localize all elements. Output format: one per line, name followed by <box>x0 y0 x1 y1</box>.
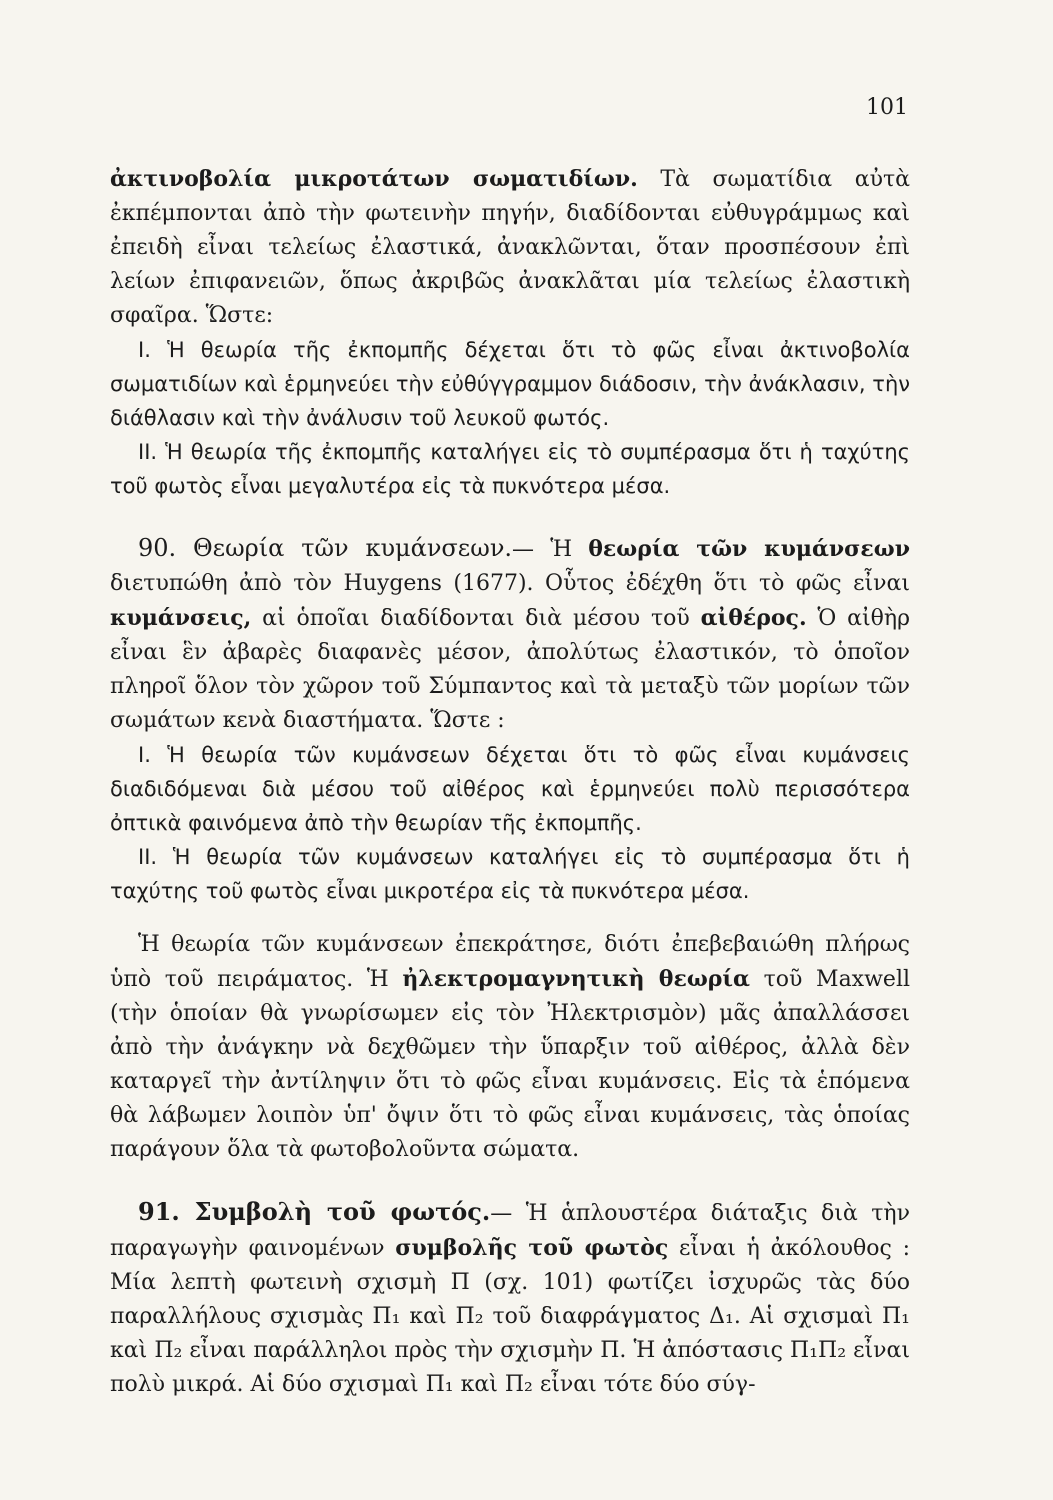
section-91: 91. Συμβολὴ τοῦ φωτός.— Ἡ ἁπλουστέρα διάταξις διὰ τὴν παραγωγὴν φαινομένων συμβολῆς τοῦ φωτὸς εἶναι ἡ ἀκόλουθος : Μία λεπτὴ φωτεινὴ σχισμὴ Π (σχ. 101) φωτίζει ἰσχυρῶς τὰς δύο παραλλήλους σχισμὰς Π₁ καὶ Π₂ τοῦ διαφράγματος Δ₁. Αἱ σχισμαὶ Π₁ καὶ Π₂ εἶναι παράλληλοι πρὸς τὴν σχισμὴν Π. Ἡ ἀπόστασις Π₁Π₂ εἶναι πολὺ μικρά. Αἱ δύο σχισμαὶ Π₁ καὶ Π₂ εἶναι τότε δύο σύγ- <box>110 1197 910 1397</box>
section-90: 90. Θεωρία τῶν κυμάνσεων.— Ἡ θεωρία τῶν κυμάνσεων διετυπώθη ἀπὸ τὸν Huygens (1677). Οὗτος ἐδέχθη ὅτι τὸ φῶς εἶναι κυμάνσεις, αἱ ὁποῖαι διαδίδονται διὰ μέσου τοῦ αἰθέρος. Ὁ αἰθὴρ εἶναι ἓν ἀβαρὲς διαφανὲς μέσον, ἀπολύτως ἐλαστικόν, τὸ ὁποῖον πληροῖ ὅλον τὸν χῶρον τοῦ Σύμπαντος καὶ τὰ μεταξὺ τῶν μορίων τῶν σωμάτων κενὰ διαστήματα. Ὥστε : <box>110 534 910 733</box>
waves-item-2: II. Ἡ θεωρία τῶν κυμάνσεων καταλήγει εἰς τὸ συμπέρασμα ὅτι ἡ ταχύτης τοῦ φωτὸς εἶναι μικροτέρα εἰς τὰ πυκνότερα μέσα. <box>110 845 910 903</box>
bold-term: αἰθέρος. <box>700 605 807 631</box>
emission-item-1: I. Ἡ θεωρία τῆς ἐκπομπῆς δέχεται ὅτι τὸ φῶς εἶναι ἀκτινοβολία σωματιδίων καὶ ἑρμηνεύει τὴν εὐθύγγραμμον διάδοσιν, τὴν ἀνάκλασιν, τὴν διάθλασιν καὶ τὴν ἀνάλυσιν τοῦ λευκοῦ φωτός. <box>110 338 910 430</box>
page-number: 101 <box>866 95 908 120</box>
paragraph-maxwell: Ἡ θεωρία τῶν κυμάνσεων ἐπεκράτησε, διότι ἐπεβεβαιώθη πλήρως ὑπὸ τοῦ πειράματος. Ἡ ἠλεκτρομαγνητικὴ θεωρία τοῦ Maxwell (τὴν ὁποίαν θὰ γνωρίσωμεν εἰς τὸν Ἠλεκτρισμὸν) μᾶς ἀπαλλάσσει ἀπὸ τὴν ἀνάγκην νὰ δεχθῶμεν τὴν ὕπαρξιν τοῦ αἰθέρος, ἀλλὰ δὲν καταργεῖ τὴν ἀντίληψιν ὅτι τὸ φῶς εἶναι κυμάνσεις. Εἰς τὰ ἑπόμενα θὰ λάβωμεν λοιπὸν ὑπ' ὄψιν ὅτι τὸ φῶς εἶναι κυμάνσεις, τὰς ὁποίας παράγουν ὅλα τὰ φωτοβολοῦντα σώματα. <box>110 932 911 1162</box>
bold-term: θεωρία τῶν κυμάνσεων <box>588 536 910 562</box>
section-number: 90. <box>138 534 177 562</box>
paragraph-emission-intro: ἀκτινοβολία μικροτάτων σωματιδίων. Τὰ σωματίδια αὐτὰ ἐκπέμπονται ἀπὸ τὴν φωτεινὴν πηγήν, διαδίδονται εὐθυγράμμως καὶ ἐπειδὴ εἶναι τελείως ἐλαστικά, ἀνακλῶνται, ὅταν προσπέσουν ἐπὶ λείων ἐπιφανειῶν, ὅπως ἀκριβῶς ἀνακλᾶται μία τελείως ἐλαστικὴ σφαῖρα. Ὥστε: <box>110 166 910 328</box>
body-text <box>110 162 910 1402</box>
section-title: Συμβολὴ τοῦ φωτός. <box>179 1197 491 1226</box>
bold-term: ἀκτινοβολία μικροτάτων σωματιδίων. <box>110 166 638 192</box>
bold-term: κυμάνσεις, <box>110 605 252 631</box>
bold-term: συμβολῆς τοῦ φωτὸς <box>395 1235 669 1261</box>
emission-item-2: II. Ἡ θεωρία τῆς ἐκπομπῆς καταλήγει εἰς τὸ συμπέρασμα ὅτι ἡ ταχύτης τοῦ φωτὸς εἶναι μεγαλυτέρα εἰς τὰ πυκνότερα μέσα. <box>110 440 910 498</box>
waves-item-1: I. Ἡ θεωρία τῶν κυμάνσεων δέχεται ὅτι τὸ φῶς εἶναι κυμάνσεις διαδιδόμεναι διὰ μέσου τοῦ αἰθέρος καὶ ἑρμηνεύει πολὺ περισσότερα ὀπτικὰ φαινόμενα ἀπὸ τὴν θεωρίαν τῆς ἐκπομπῆς. <box>110 743 910 835</box>
bold-term: ἠλεκτρομαγνητικὴ θεωρία <box>402 966 750 992</box>
section-number: 91. <box>138 1197 180 1226</box>
section-title: Θεωρία τῶν κυμάνσεων. <box>176 534 513 562</box>
